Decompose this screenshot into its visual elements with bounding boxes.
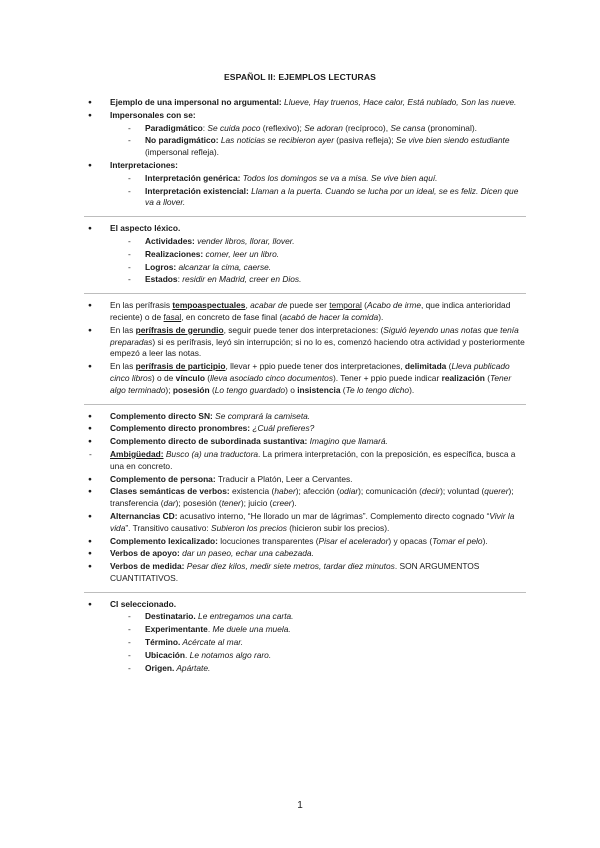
list-item: ● Interpretaciones: <box>86 160 526 172</box>
list-item: ● Verbos de medida: Pesar diez kilos, medir siete metros, tardar diez minutos. SON ARGUMENTOS CUANTITATIVOS. <box>86 561 526 585</box>
section-aspecto-lexico <box>86 223 526 286</box>
list-item: ● Complemento directo pronombres: ¿Cuál prefieres? <box>86 423 526 435</box>
section-complemento-directo <box>86 411 526 585</box>
section-impersonales <box>86 97 526 209</box>
sub-item: - Interpretación genérica: Todos los domingos se va a misa. Se vive bien aquí. <box>86 173 526 185</box>
section-divider <box>84 404 526 405</box>
list-item: ● En las perífrasis tempoaspectuales, acabar de puede ser temporal (Acabo de irme, que indica anterioridad reciente) o de fasal, en concreto de fase final (acabó de hacer la comida). <box>86 300 526 324</box>
sub-item: - Interpretación existencial: Llaman a la puerta. Cuando se lucha por un ideal, se es feliz. Dicen que va a llover. <box>86 186 526 210</box>
list-item: - Ambigüedad: Busco (a) una traductora. La primera interpretación, con la preposición, es específica, busca a una en concreto. <box>86 449 526 473</box>
list-item: ● El aspecto léxico. <box>86 223 526 235</box>
sub-item: - Logros: alcanzar la cima, caerse. <box>86 262 526 274</box>
list-item: ● Alternancias CD: acusativo interno, “He llorado un mar de lágrimas”. Complemento directo cognado “Vivir la vida”. Transitivo causativo: Subieron los precios (hicieron subir los precios). <box>86 511 526 535</box>
section-divider <box>84 592 526 593</box>
list-item: ● Clases semánticas de verbos: existencia (haber); afección (odiar); comunicación (decir); voluntad (querer); transferencia (dar); posesión (tener); juicio (creer). <box>86 486 526 510</box>
sub-item: - Estados: residir en Madrid, creer en Dios. <box>86 274 526 286</box>
sub-item: - Destinatario. Le entregamos una carta. <box>86 611 526 623</box>
sub-item: - No paradigmático: Las noticias se recibieron ayer (pasiva refleja); Se vive bien siendo estudiante (impersonal refleja). <box>86 135 526 159</box>
list-item: ● Complemento directo de subordinada sustantiva: Imagino que llamará. <box>86 436 526 448</box>
list-item: ● Ejemplo de una impersonal no argumental: Llueve, Hay truenos, Hace calor, Está nublado, Son las nueve. <box>86 97 526 109</box>
sub-item: - Ubicación. Le notamos algo raro. <box>86 650 526 662</box>
list-item: ● Verbos de apoyo: dar un paseo, echar una cabezada. <box>86 548 526 560</box>
sub-item: - Paradigmático: Se cuida poco (reflexivo); Se adoran (recíproco), Se cansa (pronominal). <box>86 123 526 135</box>
section-ci-seleccionado <box>86 599 526 675</box>
sub-item: - Origen. Apártate. <box>86 663 526 675</box>
sub-item: - Actividades: vender libros, llorar, llover. <box>86 236 526 248</box>
list-item: ● En las perífrasis de participio, llevar + ppio puede tener dos interpretaciones, delimitada (Lleva publicado cinco libros) o de vínculo (lleva asociado cinco documentos). Tener + ppio puede indicar realización (Tener algo terminado); posesión (Lo tengo guardado) o insistencia (Te lo tengo dicho). <box>86 361 526 396</box>
sub-item: - Realizaciones: comer, leer un libro. <box>86 249 526 261</box>
document-content <box>86 97 526 675</box>
list-item: ● Impersonales con se: <box>86 110 526 122</box>
sub-item: - Experimentante. Me duele una muela. <box>86 624 526 636</box>
list-item: ● Complemento de persona: Traducir a Platón, Leer a Cervantes. <box>86 474 526 486</box>
list-item: ● CI seleccionado. <box>86 599 526 611</box>
list-item: ● Complemento directo SN: Se comprará la camiseta. <box>86 411 526 423</box>
section-divider <box>84 216 526 217</box>
section-perifrasis <box>86 300 526 396</box>
section-divider <box>84 293 526 294</box>
document-title: ESPAÑOL II: EJEMPLOS LECTURAS <box>223 72 377 82</box>
sub-item: - Término. Acércate al mar. <box>86 637 526 649</box>
page-number: 1 <box>297 800 303 811</box>
list-item: ● En las perífrasis de gerundio, seguir puede tener dos interpretaciones: (Siguió leyendo unas notas que tenía preparadas) si es perífrasis, leyó sin interrupción; si no lo es, comenzó haciendo otra actividad y posteriormente empezó a leer las notas. <box>86 325 526 360</box>
list-item: ● Complemento lexicalizado: locuciones transparentes (Pisar el acelerador) y opacas (Tomar el pelo). <box>86 536 526 548</box>
